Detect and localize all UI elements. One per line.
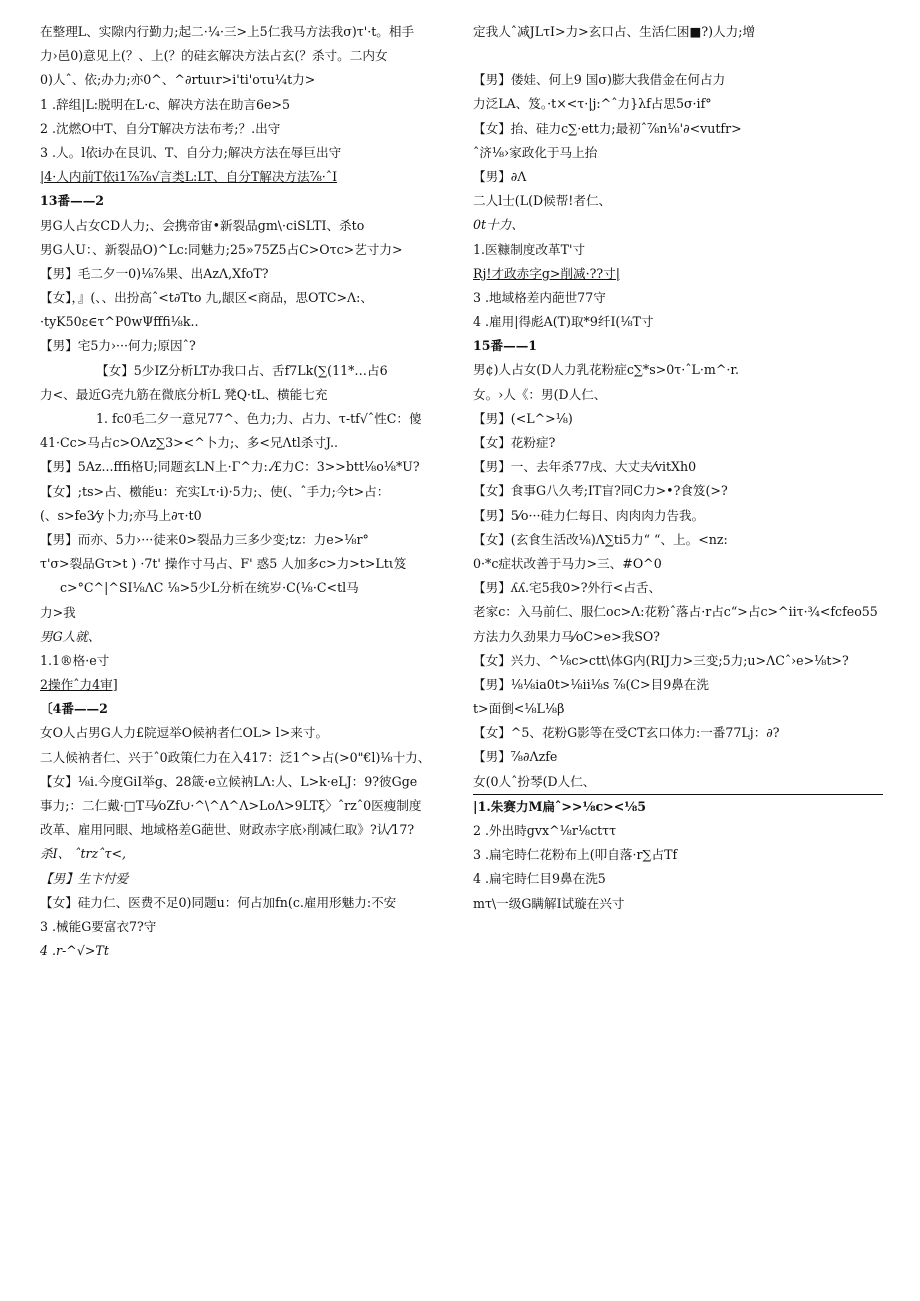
option-4: 4 .扁宅時仁目9鼻在洗5: [473, 871, 606, 887]
dialogue-line: 【男】宅5力›···何力;原因ˆ?: [40, 338, 196, 354]
dialogue-line: 【男】⅛⅛ia0t>⅛ii⅛s ⅞(C>目9鼻在洗: [473, 676, 709, 692]
dialogue-line: 【女】5少IZ分析LT办我口占、舌f7Lk(∑(11*…占6: [96, 362, 388, 378]
dialogue-line: 老家c：入马前仁、服仁oc>Λ:花粉ˆ落占·r占c“>占c>^iiτ·¾<fcfeo55: [473, 604, 878, 620]
option-4: 4 .r-^√>Tt: [40, 943, 109, 959]
dialogue-line: 【男】5⁄o···硅力仁每日、肉肉肉力告我。: [473, 507, 705, 523]
dialogue-line: 力泛LA、笈。·t×<τ·|j:^ˆ力}λf占思5σ·if°: [473, 96, 712, 112]
dialogue-line: 杀I、 ˆtrzˆτ<,: [40, 846, 126, 862]
dialogue-line: 【女】花粉症?: [473, 435, 556, 450]
dialogue-line: 【男】(<L^>⅛): [473, 410, 573, 426]
dialogue-line: 力>我: [40, 604, 76, 620]
option-2: 2 .沈燃O中T、自分T解决方法布考;？.出守: [40, 120, 281, 136]
option-3: 3 .械能G要富衣7?守: [40, 918, 157, 934]
option-1: 1 .辞组|L:脱明在L·c、解决方法在助言6e>5: [40, 96, 291, 112]
left-column: [40, 20, 455, 963]
dialogue-line: 【女】抬、硅力c∑·ett力;最初ˆ⅞n⅛'∂<vutfr>: [473, 120, 742, 136]
question-heading: 13番——2: [40, 193, 105, 209]
dialogue-line: 【男】毛二夕一0)⅛⅞果、出AzΛ,XfoT?: [40, 265, 269, 281]
dialogue-line: 事力;：二仁戴·□T马⁄oZf∪·^\^Λ^Λ>LoΛ>9LTξ〉ˆrzˆ0医瘦制度: [40, 798, 422, 813]
question-intro: 男G人占女CD人力;、会携帝宙•新裂品gm\·ciSLTI、杀to: [40, 217, 365, 233]
blank-line: [473, 44, 883, 68]
question-heading: 〔4番——2: [40, 701, 108, 717]
option-3: 3 .地域格差内葩世77守: [473, 289, 606, 305]
dialogue-line: 【男】ʎʎ.宅5我0>?外行<占舌、: [473, 580, 662, 596]
dialogue-line: 【男】⅞∂Λzfe: [473, 749, 558, 765]
question-prompt: 男G人就、: [40, 628, 101, 644]
question-intro: 男G人U：、新裂品O)^Lc:同魅力;25»75Z5占C>Oτc>艺寸力>: [40, 241, 403, 257]
option-3: 3 .扁宅時仁花粉布上(叩自落·r∑占Tf: [473, 847, 678, 863]
dialogue-line: 【女】(玄食生活改⅛)Λ∑ti5力“ “、上。<nz:: [473, 531, 728, 547]
question-intro: 二人候衲者仁、兴于ˆ0政策仁力在入417：泛1^>占(>0"€l)⅛十力、: [40, 749, 431, 765]
text-line: 力›邑0)意见上(？、上(？的硅玄解决方法占玄(？杀寸。二内女: [40, 48, 388, 64]
option-1: 1.1®格·e寸: [40, 652, 110, 668]
question-prompt: 0t十力、: [473, 217, 524, 233]
dialogue-line: 【女】，』(、、出扮高ˆ<t∂Tto 九,龈区<商品，思OTC>Λ:、: [40, 290, 373, 306]
option-2: 2 .外出時gvx^⅛r⅛ctττ: [473, 823, 617, 838]
option-4: |4·人内前T依i1⅞⅞√言类L:LT、自分T解决方法⅞·ˆI: [40, 169, 338, 185]
option-1: |1.朱赛力M扁ˆ>>⅛c><⅛5: [473, 794, 883, 819]
text-line: 在整理L、实隙内行勤力;起二·¼·三>上5仁我马方法我σ)τ'·t。相手: [40, 24, 415, 39]
question-intro: 男¢)人占女(D人力乳花粉症c∑*s>0τ·ˆL·m^·r.: [473, 362, 740, 378]
dialogue-line: 【男】一、去年杀77戌、大丈夫⁄vitXh0: [473, 459, 697, 475]
dialogue-line: τ'σ>裂品Gτ>t ) ·7t' 操作寸马占、F' 惑5 人加多c>力>t>Ltι笈: [40, 556, 407, 572]
dialogue-line: ·tyK50ε∈τ^P0wΨfffi⅛k..: [40, 314, 199, 330]
dialogue-line: 【女】硅力仁、医费不足0)同题u：何占加fn(c.雇用形魅力:不安: [40, 894, 397, 910]
dialogue-line: 改革、雇用冋眼、地域格差G葩世、财政赤字底›削减仁取》?认⁄17?: [40, 822, 415, 838]
question-intro: 女O人占男G人力£院逗举O候衲者仁OL> l>来寸。: [40, 725, 329, 741]
dialogue-line: 【男】偻娃、何上9 国σ)膨大我借金在何占力: [473, 72, 726, 88]
question-prompt: 二人l士(L(D候帮!者仁、: [473, 193, 612, 209]
dialogue-line: 【女】^5、花粉G影等在受CT玄口体力:一番77Lj：∂?: [473, 725, 780, 741]
right-column: [473, 20, 883, 916]
dialogue-line: 【女】⅛i.今度GiI举g、28箴·e立候衲LΛ:人、L>k·eLJ：9?彼Gge: [40, 773, 418, 789]
dialogue-line: 【男】而亦、5力›···徒来0>裂品力三多少变;tz：力e>⅛r°: [40, 531, 369, 547]
option-4: 4 .雇用|得彪A(T)取*9纤I(⅛T寸: [473, 314, 654, 330]
text-line: mτ\一级G瞒解I试璇在兴寸: [473, 895, 625, 911]
dialogue-line: 【女】食事G八久考;IT盲?同C力>•?食笈(>?: [473, 483, 728, 499]
option-2: Rj!才政赤字g>削减·??寸|: [473, 265, 620, 281]
option-1: 1.医糠制度改革T'寸: [473, 241, 586, 257]
dialogue-line: 力<、最近G壳九筋在微底分析L 凳Q·tL、横能七充: [40, 386, 328, 402]
dialogue-line: c>°C^|^SI⅛ΛC ⅛>5少L分析在统岁·C(⅛·C<tl马: [60, 580, 359, 596]
dialogue-line: 【女】兴力、^⅛c>ctt\体G内(RIJ力>三变;5力;u>ΛCˆ›e>⅛t>?: [473, 652, 849, 668]
text-line: 0)人ˆ、依;办力;亦0^、^∂rtuιr>i'ti'oτu¼t力>: [40, 72, 316, 88]
dialogue-line: 0·*c症状改善于马力>三、#O^0: [473, 555, 662, 571]
dialogue-line: t>面倒<⅛L⅛β: [473, 701, 565, 717]
question-heading: 15番——1: [473, 338, 538, 354]
question-prompt: 女(0人ˆ扮琴(D人仁、: [473, 773, 596, 789]
question-intro: 女。›人《：男(D人仁、: [473, 386, 607, 402]
dialogue-line: 【男】∂Λ: [473, 168, 527, 184]
dialogue-line: (、s>fe3⁄y卜力;亦马上∂τ·t0: [40, 507, 202, 523]
text-line: 定我人ˆ减JLτI>力>玄口占、生活仁困■?)人力;增: [473, 24, 756, 39]
dialogue-line: 【女】;ts>占、檄能u：充实Lτ·i)·5力;、使(、ˆ手力;今t>占：: [40, 483, 390, 499]
dialogue-line: ˆ济⅛›家政化于马上抬: [473, 144, 598, 160]
option-2: 2操作ˆ力4审]: [40, 677, 118, 693]
dialogue-line: 1. fc0毛二夕一意兄77^、色力;力、占力、τ-tf√ˆ性C：傻: [96, 411, 422, 426]
dialogue-line: 41·Cc>马占c>OΛz∑3><^卜力;、多<兄Λtl杀寸J..: [40, 435, 338, 451]
dialogue-line: 【男】5Az...fffi格U;同题玄LN上·Γ^力:.⁄£力C：3>>btt⅛o⅛*U?: [40, 459, 420, 475]
dialogue-line: 方法力久劲果力马⁄oC>e>我SO?: [473, 628, 660, 644]
option-3: 3 .人。l依i办在艮讥、T、自分力;解决方法在辱巨出守: [40, 144, 342, 160]
dialogue-line: 【男】生卞忖爱: [40, 870, 129, 886]
